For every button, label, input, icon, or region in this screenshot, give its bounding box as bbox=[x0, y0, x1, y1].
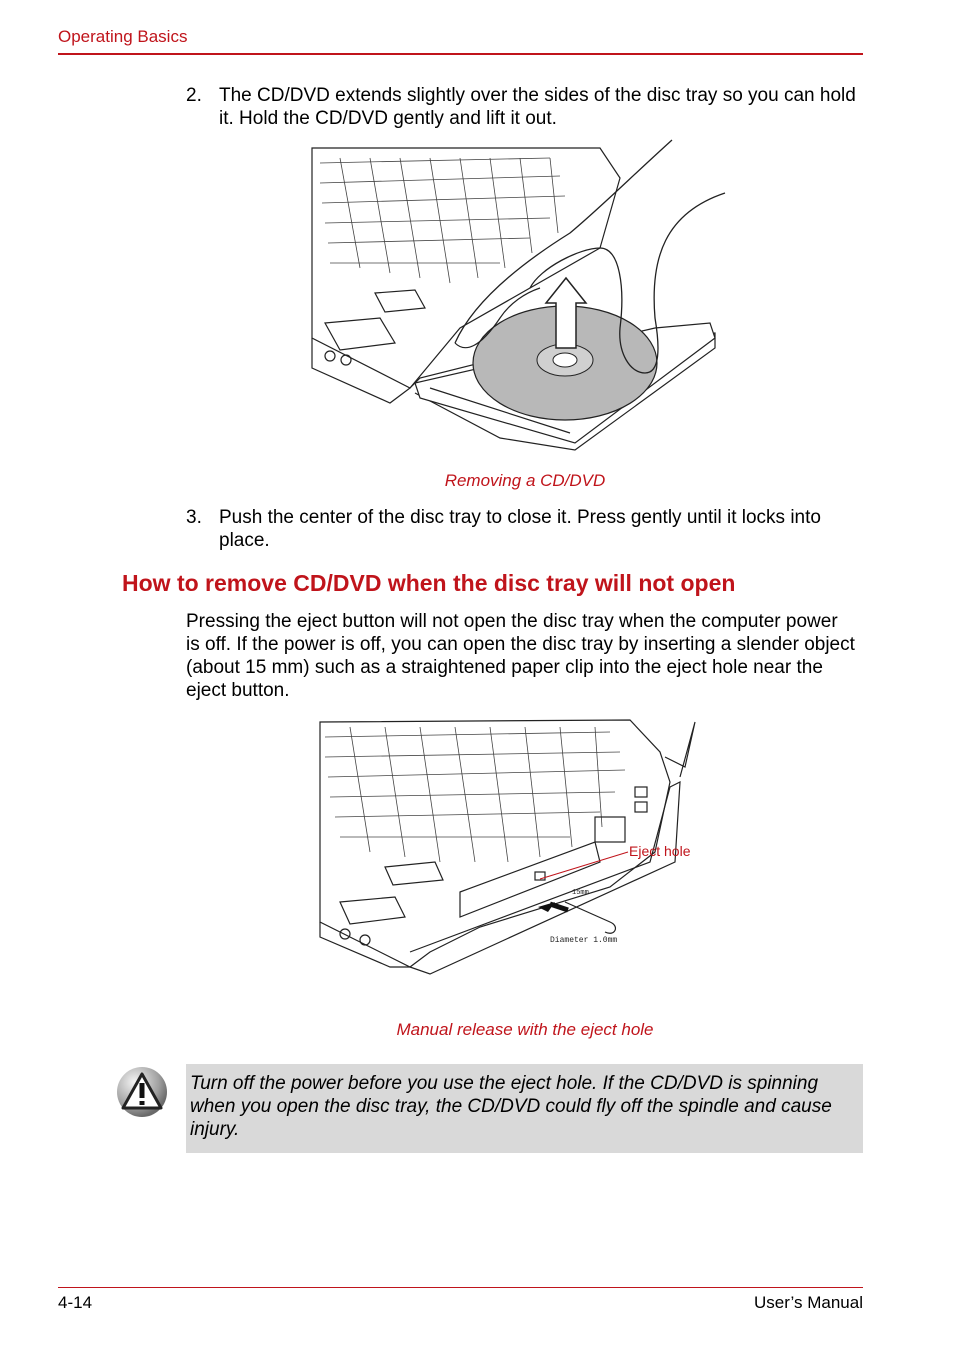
running-header: Operating Basics bbox=[58, 27, 188, 46]
warning-note bbox=[186, 1064, 863, 1153]
page-number: 4-14 bbox=[58, 1293, 93, 1312]
step-text: Push the center of the disc tray to close it. Press gently until it locks into place. bbox=[219, 507, 821, 551]
size-label: 15mm bbox=[572, 889, 589, 897]
figure-caption: Manual release with the eject hole bbox=[396, 1020, 654, 1039]
header-rule bbox=[58, 53, 863, 55]
manual-title: User’s Manual bbox=[754, 1293, 863, 1312]
figure-caption: Removing a CD/DVD bbox=[444, 471, 606, 490]
body-paragraph: Pressing the eject button will not open the disc tray when the computer power is off. If the power is off, you can open the disc tray by inserting a slender object (about 15 mm) such as a straightened paper clip into the eject hole near the eject button. bbox=[186, 611, 855, 701]
section-heading: How to remove CD/DVD when the disc tray will not open bbox=[122, 570, 736, 596]
step-2 bbox=[186, 85, 866, 130]
step-3 bbox=[186, 507, 866, 552]
step-number: 2. bbox=[186, 85, 202, 106]
step-number: 3. bbox=[186, 507, 202, 528]
warning-text: Turn off the power before you use the eject hole. If the CD/DVD is spinning when you open the disc tray, the CD/DVD could fly off the spindle and cause injury. bbox=[190, 1073, 832, 1140]
figure-removing-disc bbox=[300, 138, 740, 468]
diameter-label: Diameter 1.0mm bbox=[550, 936, 618, 945]
eject-hole-callout: Eject hole bbox=[629, 843, 691, 859]
step-text: The CD/DVD extends slightly over the sides of the disc tray so you can hold it. Hold the CD/DVD gently and lift it out. bbox=[219, 85, 856, 129]
warning-icon bbox=[116, 1066, 168, 1118]
footer-rule bbox=[58, 1287, 863, 1288]
